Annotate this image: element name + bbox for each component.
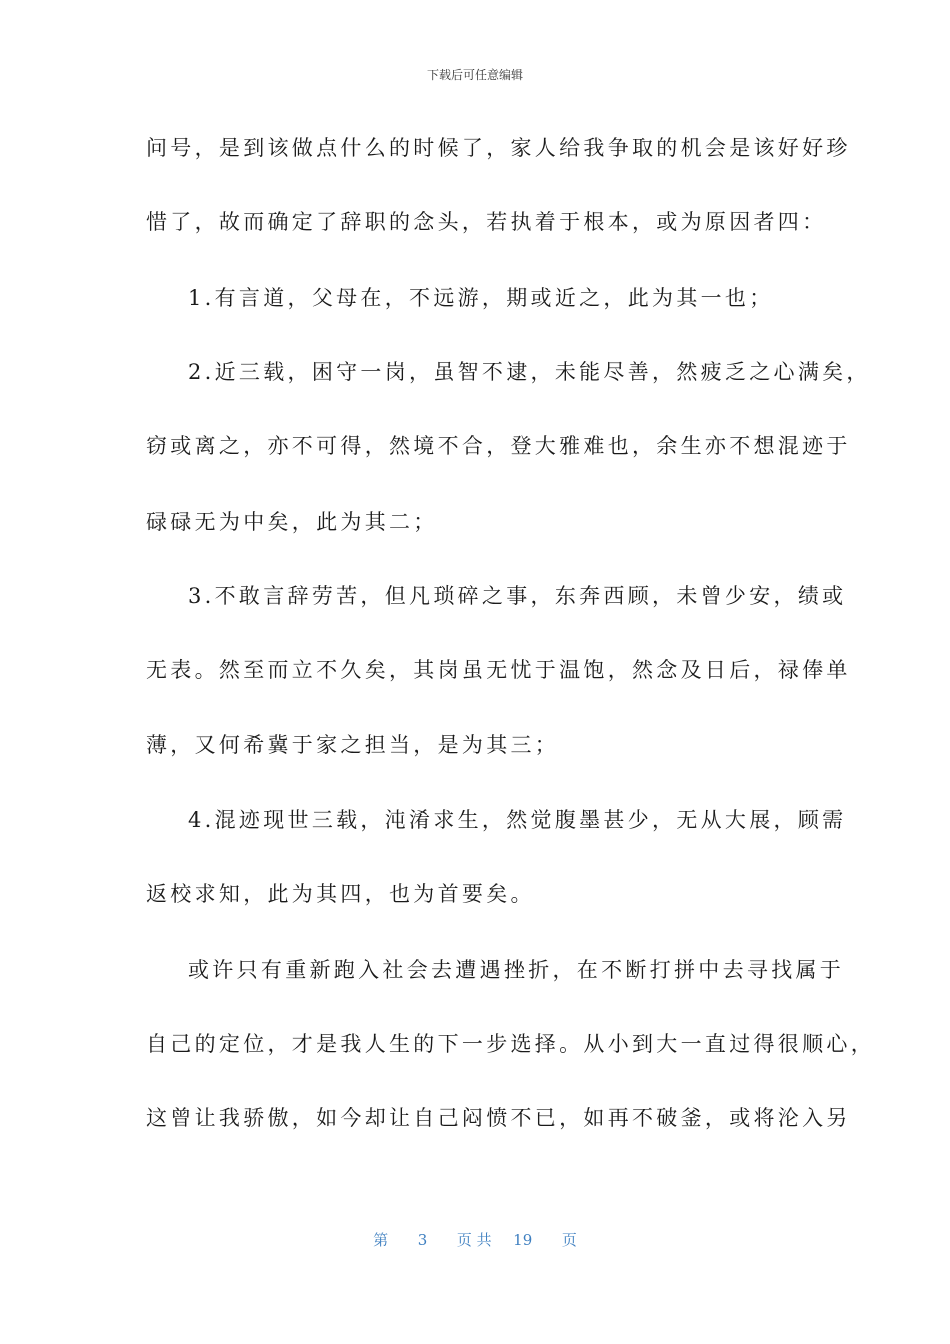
text-line: 无表。然至而立不久矣，其岗虽无忧于温饱，然念及日后，禄俸单: [146, 658, 851, 682]
footer-middle: 页 共: [456, 1231, 492, 1249]
footer-suffix: 页: [561, 1231, 577, 1249]
list-item-3: 3.不敢言辞劳苦，但凡琐碎之事，东奔西顾，未曾少安，绩或: [188, 584, 847, 608]
total-pages-number: 19: [513, 1231, 533, 1249]
page-header-note: 下载后可任意编辑: [426, 68, 523, 82]
text-line: 这曾让我骄傲，如今却让自己闷愤不已，如再不破釜，或将沦入另: [146, 1106, 851, 1130]
text-line: 碌碌无为中矣，此为其二；: [146, 510, 438, 534]
paragraph-start: 或许只有重新跑入社会去遭遇挫折，在不断打拼中去寻找属于: [188, 958, 845, 982]
text-line: 问号，是到该做点什么的时候了，家人给我争取的机会是该好好珍: [146, 136, 851, 160]
text-line: 窃或离之，亦不可得，然境不合，登大雅难也，余生亦不想混迹于: [146, 434, 851, 458]
footer-prefix: 第: [373, 1231, 389, 1249]
text-line: 薄，又何希冀于家之担当，是为其三；: [146, 733, 560, 757]
list-item-4: 4.混迹现世三载，沌淆求生，然觉腹墨甚少，无从大展，顾需: [188, 808, 847, 832]
text-line: 返校求知，此为其四，也为首要矣。: [146, 882, 535, 906]
page-footer: [0, 1229, 950, 1250]
text-line: 自己的定位，才是我人生的下一步选择。从小到大一直过得很顺心，: [146, 1032, 875, 1056]
list-item-1: 1.有言道，父母在，不远游，期或近之，此为其一也；: [188, 286, 774, 310]
current-page-number: 3: [417, 1231, 428, 1249]
list-item-2: 2.近三载，困守一岗，虽智不逮，未能尽善，然疲乏之心满矣，: [188, 360, 871, 384]
text-line: 惜了，故而确定了辞职的念头，若执着于根本，或为原因者四：: [146, 210, 827, 234]
